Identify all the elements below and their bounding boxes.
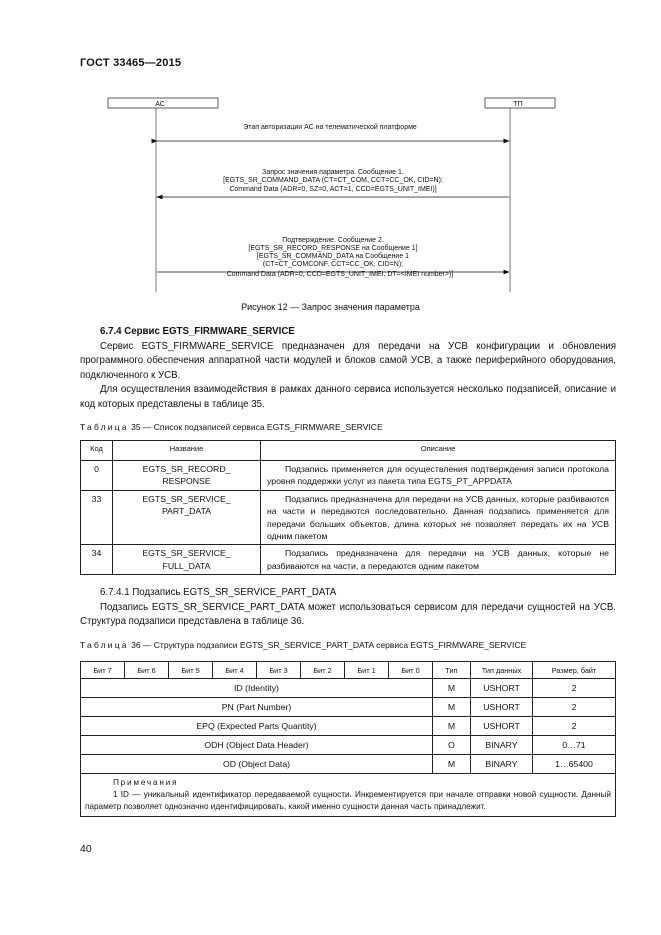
bit-7-header: Бит 7 bbox=[81, 662, 125, 679]
subsection-6-7-4-1 bbox=[80, 586, 616, 630]
message-request-line-3: Command Data (ADR=0, SZ=0, ACT=1, CCD=EGTS_UNIT_IMEI)] bbox=[229, 186, 437, 193]
field-data-type: USHORT bbox=[471, 698, 533, 717]
size-header: Размер, байт bbox=[533, 662, 616, 679]
field-size: 2 bbox=[533, 717, 616, 736]
table-row bbox=[81, 698, 616, 717]
table36-caption-text: 36 — Структура подзаписи EGTS_SR_SERVICE_PART_DATA сервиса EGTS_FIRMWARE_SERVICE bbox=[131, 640, 527, 650]
figure-caption: Рисунок 12 — Запрос значения параметра bbox=[241, 302, 420, 312]
table-row bbox=[81, 679, 616, 698]
field-data-type: USHORT bbox=[471, 679, 533, 698]
page-number: 40 bbox=[80, 843, 92, 855]
subsection-heading: 6.7.4.1 Подзапись EGTS_SR_SERVICE_PART_DATA bbox=[100, 587, 337, 598]
row-name: EGTS_SR_RECORD_ RESPONSE bbox=[113, 461, 261, 491]
field-type: M bbox=[433, 698, 471, 717]
table36-notes bbox=[81, 774, 616, 817]
table35-caption bbox=[80, 422, 383, 432]
notes-title: Примечания bbox=[113, 778, 179, 787]
table35-header-code: Код bbox=[81, 441, 113, 461]
table36-header-row bbox=[81, 662, 616, 679]
field-data-type: BINARY bbox=[471, 736, 533, 755]
bit-4-header: Бит 4 bbox=[213, 662, 257, 679]
table35-header-desc: Описание bbox=[261, 441, 616, 461]
table36-caption-word: Таблица bbox=[80, 640, 129, 650]
bit-0-header: Бит 0 bbox=[389, 662, 433, 679]
field-data-type: BINARY bbox=[471, 755, 533, 774]
table-row bbox=[81, 736, 616, 755]
table-row bbox=[81, 755, 616, 774]
field-type: M bbox=[433, 717, 471, 736]
table36-notes-row bbox=[81, 774, 616, 817]
section-paragraph-1: Сервис EGTS_FIRMWARE_SERVICE предназначен для передачи на УСВ конфигурации и обновления программного обеспечения аппаратной части модулей и блоков самой УСВ, а также периферийного оборудования, подключенного к УСВ. bbox=[80, 340, 616, 381]
field-size: 2 bbox=[533, 679, 616, 698]
bit-3-header: Бит 3 bbox=[257, 662, 301, 679]
message-confirm-line-5: Command Data (ADR=0, CCD=EGTS_UNIT_IMEI, DT=<IMEI number>)] bbox=[226, 271, 454, 278]
table35-header-row bbox=[81, 441, 616, 461]
bit-1-header: Бит 1 bbox=[345, 662, 389, 679]
table-row bbox=[81, 717, 616, 736]
bit-6-header: Бит 6 bbox=[125, 662, 169, 679]
message-request-line-1: Запрос значения параметра. Сообщение 1. bbox=[262, 169, 404, 176]
bit-5-header: Бит 5 bbox=[169, 662, 213, 679]
field-name: ID (Identity) bbox=[81, 679, 433, 698]
data-type-header: Тип данных bbox=[471, 662, 533, 679]
row-description: Подзапись предназначена для передачи на УСВ данных, которые разбиваются на части и передаются последовательно. Данная подзапись применяется для передачи больших объектов, длина которых не позволяет передать их на УСВ одним пакетом bbox=[261, 490, 616, 545]
field-size: 0…71 bbox=[533, 736, 616, 755]
field-name: OD (Object Data) bbox=[81, 755, 433, 774]
row-description: Подзапись применяется для осуществления подтверждения записи протокола уровня поддержки услуг из пакета типа EGTS_PT_APPDATA bbox=[261, 461, 616, 491]
row-name: EGTS_SR_SERVICE_ PART_DATA bbox=[113, 490, 261, 545]
row-code: 33 bbox=[81, 490, 113, 545]
field-type: M bbox=[433, 755, 471, 774]
row-code: 0 bbox=[81, 461, 113, 491]
message-authorization-label: Этап авторизации АС на телематической платформе bbox=[243, 124, 417, 131]
message-confirm-line-4: (CT=CT_COMCONF, CCT=CC_OK, CID=N); bbox=[262, 261, 404, 268]
bit-2-header: Бит 2 bbox=[301, 662, 345, 679]
table-row bbox=[81, 461, 616, 491]
document-code: ГОСТ 33465—2015 bbox=[80, 57, 182, 69]
message-confirm-line-3: [EGTS_SR_COMMAND_DATA на Сообщение 1 bbox=[256, 253, 410, 260]
field-name: PN (Part Number) bbox=[81, 698, 433, 717]
table-row bbox=[81, 490, 616, 545]
table36-caption bbox=[80, 640, 526, 650]
section-paragraph-2: Для осуществления взаимодействия в рамках данного сервиса используется несколько подзаписей, описание и код которых представлены в таблице 35. bbox=[80, 384, 616, 410]
row-description: Подзапись предназначена для передачи на УСВ данных, которые не разбиваются на части, а передаются одним пакетом bbox=[261, 545, 616, 575]
actor-label-as: АС bbox=[155, 101, 165, 108]
row-name: EGTS_SR_SERVICE_ FULL_DATA bbox=[113, 545, 261, 575]
field-type: M bbox=[433, 679, 471, 698]
section-heading: 6.7.4 Сервис EGTS_FIRMWARE_SERVICE bbox=[100, 326, 295, 337]
table-row bbox=[81, 545, 616, 575]
field-data-type: USHORT bbox=[471, 717, 533, 736]
table-36 bbox=[80, 661, 616, 817]
row-code: 34 bbox=[81, 545, 113, 575]
table35-caption-text: 35 — Список подзаписей сервиса EGTS_FIRMWARE_SERVICE bbox=[131, 422, 383, 432]
sequence-diagram bbox=[100, 92, 560, 292]
message-confirm-line-2: [EGTS_SR_RECORD_RESPONSE на Сообщение 1] bbox=[248, 245, 418, 252]
field-name: EPQ (Expected Parts Quantity) bbox=[81, 717, 433, 736]
type-header: Тип bbox=[433, 662, 471, 679]
table35-caption-word: Таблица bbox=[80, 422, 129, 432]
subsection-paragraph: Подзапись EGTS_SR_SERVICE_PART_DATA может использоваться сервисом для передачи сущностей на УСВ. Структура подзаписи представлена в таблице 36. bbox=[80, 601, 616, 628]
field-type: O bbox=[433, 736, 471, 755]
field-size: 2 bbox=[533, 698, 616, 717]
table-35 bbox=[80, 440, 616, 575]
table35-header-name: Название bbox=[113, 441, 261, 461]
field-size: 1…65400 bbox=[533, 755, 616, 774]
actor-label-tp: ТП bbox=[513, 101, 523, 108]
field-name: ODH (Object Data Header) bbox=[81, 736, 433, 755]
message-request-line-2: [EGTS_SR_COMMAND_DATA (CT=CT_COM, CCT=CC_OK, CID=N); bbox=[223, 177, 443, 184]
notes-body: 1 ID — уникальный идентификатор передаваемой сущности. Инкрементируется при начале отправки новой сущности. Данный параметр позволяет однозначно идентифицировать, какой именно сущности данная часть принадлежит. bbox=[85, 790, 611, 811]
section-6-7-4 bbox=[80, 325, 616, 413]
message-confirm-line-1: Подтверждение. Сообщение 2. bbox=[282, 237, 384, 244]
